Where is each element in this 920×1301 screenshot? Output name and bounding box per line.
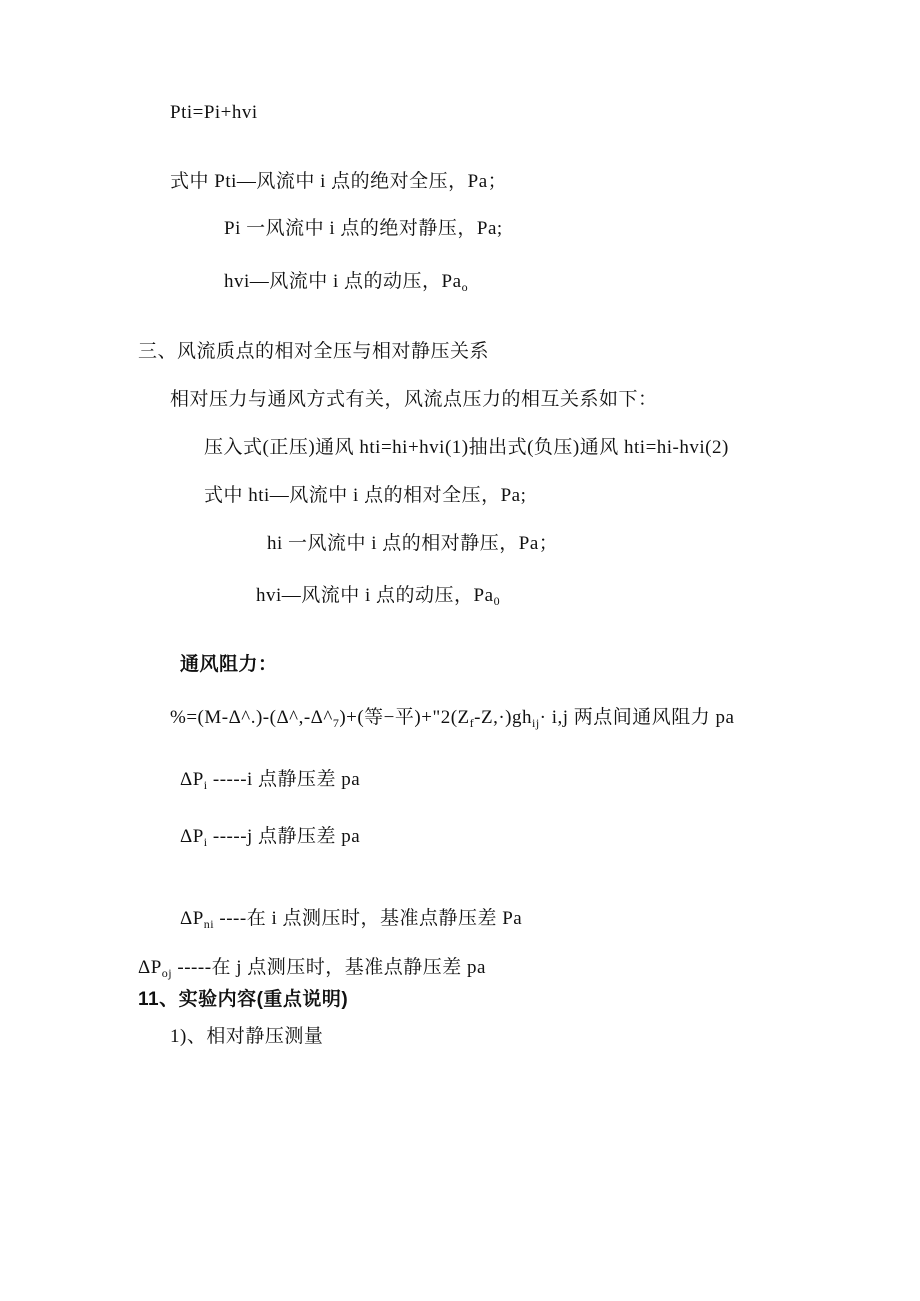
formula-part-a: %=(M-Δ^.)-(Δ^,-Δ^ <box>170 707 333 728</box>
definition-pi: Pi 一风流中 i 点的绝对静压，Pa; <box>224 218 503 239</box>
delta-poj-text: -----在 j 点测压时，基准点静压差 pa <box>172 957 486 978</box>
definition-delta-pni <box>180 907 522 931</box>
definition-pti: 式中 Pti—风流中 i 点的绝对全压，Pa； <box>170 171 508 192</box>
formula-part-d: · i,j 两点间通风阻力 pa <box>539 707 735 728</box>
formula-sub-3: ij <box>531 716 540 730</box>
delta-pj-symbol: ΔP <box>180 826 204 847</box>
delta-pj-subscript: i <box>203 835 208 849</box>
delta-pi-text: -----i 点静压差 pa <box>207 769 361 790</box>
definition-hvi-relative-subscript: 0 <box>493 594 501 608</box>
ventilation-resistance-formula <box>170 706 734 730</box>
definition-hvi-relative-text: hvi—风流中 i 点的动压，Pa <box>256 585 494 606</box>
definition-delta-pj <box>180 825 360 849</box>
delta-pni-text: ----在 i 点测压时，基准点静压差 Pa <box>214 908 523 929</box>
ventilation-resistance-heading: 通风阻力： <box>180 654 278 675</box>
definition-hvi-text: hvi—风流中 i 点的动压，Pa <box>224 271 462 292</box>
formula-part-c: -Z,·)gh <box>474 707 532 728</box>
definition-hvi-relative <box>256 584 500 608</box>
delta-pj-text: -----j 点静压差 pa <box>207 826 361 847</box>
definition-delta-pi <box>180 768 360 792</box>
definition-hti: 式中 hti—风流中 i 点的相对全压，Pa; <box>204 485 527 506</box>
formula-relative-pressure: 压入式(正压)通风 hti=hi+hvi(1)抽出式(负压)通风 hti=hi-hvi(2) <box>204 437 729 458</box>
delta-poj-symbol: ΔP <box>138 957 162 978</box>
definition-hvi <box>224 270 468 294</box>
definition-delta-poj <box>138 956 486 980</box>
delta-pni-symbol: ΔP <box>180 908 204 929</box>
formula-sub-1: 7 <box>332 716 340 730</box>
formula-sub-2: f <box>469 716 475 730</box>
delta-pni-subscript: ni <box>203 917 215 931</box>
definition-hvi-subscript: o <box>461 280 469 294</box>
section-eleven-heading: 11、实验内容(重点说明) <box>138 989 349 1010</box>
formula-part-b: )+(等−平)+"2(Z <box>339 707 470 728</box>
delta-pi-symbol: ΔP <box>180 769 204 790</box>
definition-hi: hi 一风流中 i 点的相对静压，Pa； <box>267 533 559 554</box>
section-three-heading: 三、风流质点的相对全压与相对静压关系 <box>138 341 490 362</box>
formula-absolute-total-pressure: Pti=Pi+hvi <box>170 102 258 123</box>
delta-pi-subscript: i <box>203 778 208 792</box>
relative-pressure-intro: 相对压力与通风方式有关，风流点压力的相互关系如下： <box>170 389 658 410</box>
delta-poj-subscript: oj <box>161 966 173 980</box>
relative-static-pressure-item: 1)、相对静压测量 <box>170 1026 324 1047</box>
